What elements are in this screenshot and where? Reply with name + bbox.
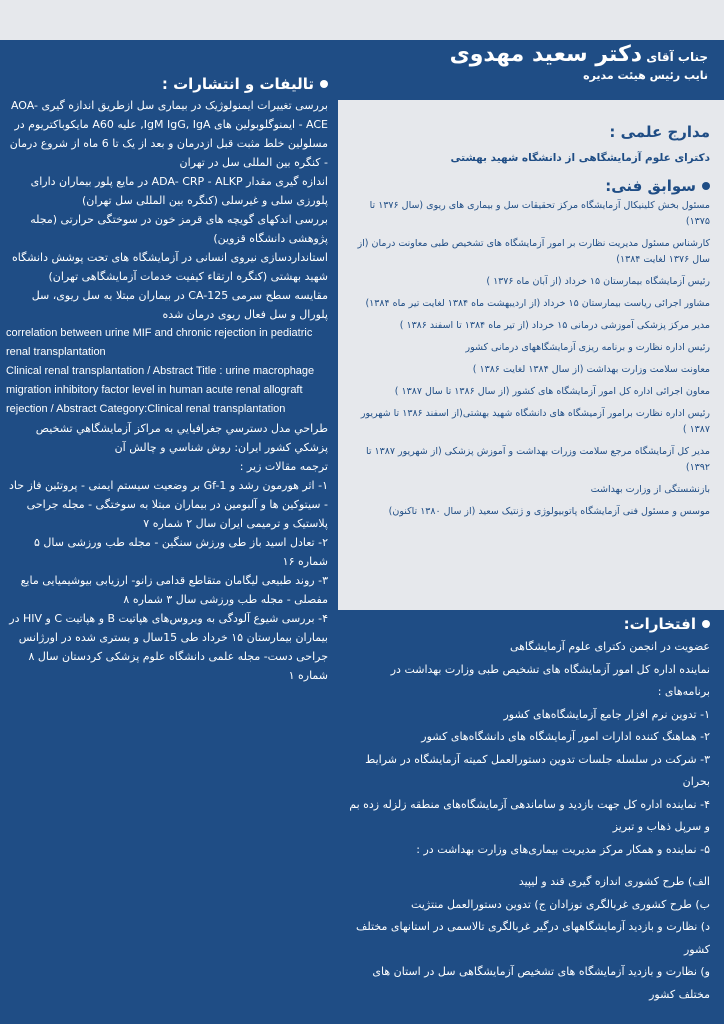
person-title: نایب رئیس هیئت مدیره — [583, 69, 708, 82]
profile-header — [360, 42, 708, 82]
honor-item: ۴- نماینده اداره کل جهت بازدید و ساماندهی آزمایشگاه‌های منطقه زلزله زده بم و سرپل ذهاب و تبریز — [349, 797, 710, 833]
experience-item: مدیر کل آزمایشگاه مرجع سلامت وزرات بهداشت و آموزش پزشکی (از شهریور ۱۳۸۷ تا ۱۳۹۲) — [365, 446, 710, 473]
experience-item: معاون اجرائی اداره کل امور آزمایشگاه های کشور (از سال ۱۳۸۶ تا سال ۱۳۸۷ ) — [394, 386, 710, 397]
publication-item-en: correlation between urine MIF and chronic rejection in pediatric renal transplantation — [6, 327, 313, 358]
name-prefix: جناب آقای — [646, 50, 708, 64]
honor-subitem: الف) طرح کشوری اندازه گیری قند و لیپید — [518, 875, 710, 888]
experience-title: سوابق فنی: — [605, 177, 696, 195]
honor-item: ۱- تدوین نرم افزار جامع آزمایشگاه‌های کشور — [503, 707, 710, 721]
honor-subitems — [346, 871, 710, 1006]
honor-item: ۵- نماینده و همکار مرکز مدیریت بیماری‌های وزارت بهداشت در : — [416, 842, 710, 856]
honor-item: ۳- شرکت در سلسله جلسات تدوین دستورالعمل کمیته آزمایشگاه در شرایط بحران — [365, 752, 710, 788]
translations-heading: ترجمه مقالات زیر : — [239, 460, 328, 473]
translation-item: ۳- روند طبیعی لیگامان متقاطع قدامی زانو- ارزیابی بیوشیمیایی مایع مفصلی - مجله طب ورزشی سال ۳ شماره ۸ — [20, 574, 328, 606]
experience-item: مشاور اجرائی ریاست بیمارستان ۱۵ خرداد (از اردیبهشت ماه ۱۳۸۴ لغایت تیر ماه ۱۳۸۴) — [365, 298, 710, 309]
honor-item: ۲- هماهنگ کننده ادارات امور آزمایشگاه های دانشگاه‌های کشور — [421, 730, 710, 743]
bullet-dot-icon — [702, 620, 710, 628]
publication-item: مقایسه سطح سرمی CA-125 در بیماران مبتلا به سل ریوی، سل پلورال و سل فعال ریوی درمان شده — [31, 289, 328, 321]
publications-heading — [6, 72, 328, 96]
education-heading — [346, 120, 710, 144]
publication-item: بررسی تغییرات ایمنولوژیک در بیماری سل ازطریق اندازه گیری AOA-ACE - ایمنوگلوبولین های IgM IgG, IgA, علیه A60 مایکوباکتریوم در مسلولین خلط مثبت قبل ازدرمان و بعد از یک تا 6 ماه از شروع درمان - کنگره بین المللی سل در تهران — [9, 99, 328, 169]
experience-item: رئیس اداره نظارت برامور آزمیشگاه های دانشگاه شهید بهشتی(از اسفند ۱۳۸۶ تا شهریور ۱۳۸۷ ) — [360, 408, 710, 435]
honors-heading — [346, 612, 710, 636]
experience-item: مدیر مرکز پزشکی آموزشی درمانی ۱۵ خرداد (از تیر ماه ۱۳۸۴ تا اسفند ۱۳۸۶ ) — [399, 320, 710, 331]
publication-item: بررسی اندکهای گویچه های قرمز خون در سوختگی حرارتی (مجله پژوهشی دانشگاه قزوین) — [30, 213, 328, 245]
honors-section — [346, 612, 710, 1006]
honor-subitem: د) نظارت و بازدید آزمایشگاههای درگیر غربالگری تالاسمی در استانهای مختلف کشور — [356, 920, 710, 956]
translation-item: ۴- بررسی شیوع آلودگی به ویروس‌های هپاتیت B و هپاتیت C و HIV در بیماران بیمارستان ۱۵ خرداد طی 15سال و بستری شده در اورژانس جراحی دست- مجله علمی دانشگاه علوم پزشکی کردستان سال ۸ شماره ۱ — [9, 612, 328, 682]
experience-item: رئیس اداره نظارت و برنامه ریزی آزمایشگاههای درمانی کشور — [465, 342, 710, 353]
top-band — [0, 0, 724, 40]
publication-item: استانداردسازی نیروی انسانی در آزمایشگاه های تحت پوشش دانشگاه شهید بهشتی (کنگره ارتقاء کیفیت خدمات آزمایشگاهی تهران) — [11, 251, 328, 283]
translation-item: ۲- تعادل اسید باز طی ورزش سنگین - مجله طب ورزشی سال ۵ شماره ۱۶ — [33, 536, 328, 568]
experience-item: رئیس آزمایشگاه بیمارستان ۱۵ خرداد (از آبان ماه ۱۳۷۶ ) — [486, 276, 710, 287]
degree-text: دکترای علوم آزمایشگاهی از دانشگاه شهید بهشتی — [450, 152, 710, 164]
honor-subitem: و) نظارت و بازدید آزمایشگاه های تشخیص آزمایشگاهی سل در استان های مختلف کشور — [372, 965, 710, 1001]
honors-title: افتخارات: — [623, 615, 696, 633]
publication-item-en: Clinical renal transplantation / Abstract Title : urine macrophage migration inhibitory factor level in human acute renal allograft rejection / Abstract Category:Clinical renal transplantation — [6, 365, 315, 415]
bullet-dot-icon — [702, 182, 710, 190]
publications-section — [6, 72, 328, 685]
experience-heading — [346, 174, 710, 198]
translation-item: ۱- اثر هورمون رشد و Gf-1 بر وضعیت سیستم ایمنی - پروتئین فاز حاد - سیتوکین ها و آلبومین در بیماران مبتلا به سوختگی - مجله جراحی پلاستیک و ترمیمی ایران سال ۲ شماره ۷ — [9, 479, 328, 530]
experience-item: موسس و مسئول فنی آزمایشگاه پاتوبیولوژی و ژنتیک سعید (از سال ۱۳۸۰ تاکنون) — [388, 506, 710, 517]
education-title: مدارج علمی : — [609, 123, 710, 141]
publication-item: اندازه گیری مقدار ADA- CRP - ALKP در مایع پلور بیماران دارای پلورزی سلی و غیرسلی (کنگره بین المللی سل تهران) — [30, 175, 328, 207]
experience-item: مسئول بخش کلینیکال آزمایشگاه مرکز تحقیقات سل و بیماری های ریوی (سال ۱۳۷۶ تا ۱۳۷۵) — [369, 200, 710, 227]
honor-item: نماینده اداره کل امور آزمایشگاه های تشخیص طبی وزارت بهداشت در برنامه‌های : — [390, 662, 710, 698]
publication-item: طراحي مدل دسترسي جغرافيايي به مراكز آزمايشگاهي تشخيص پزشكي كشور ايران: روش شناسي و چالش آن — [35, 422, 328, 454]
bullet-dot-icon — [320, 80, 328, 88]
education-experience-section — [346, 120, 710, 526]
experience-item: بازنشستگی از وزارت بهداشت — [590, 484, 710, 495]
honor-subitem: ب) طرح کشوری غربالگری نوزادان ج) تدوین دستورالعمل منتژیت — [411, 897, 710, 911]
publications-title: تالیفات و انتشارات : — [161, 75, 314, 93]
person-name: دکتر سعید مهدوی — [449, 42, 643, 67]
experience-item: معاونت سلامت وزارت بهداشت (از سال ۱۳۸۴ لغایت ۱۳۸۶ ) — [472, 364, 710, 375]
honor-item: عضویت در انجمن دکترای علوم آزمایشگاهی — [509, 640, 710, 653]
experience-item: کارشناس مسئول مدیریت نظارت بر امور آزمایشگاه های تشخیص طبی معاونت درمان (از سال ۱۳۷۶ لغایت ۱۳۸۴) — [357, 238, 710, 265]
